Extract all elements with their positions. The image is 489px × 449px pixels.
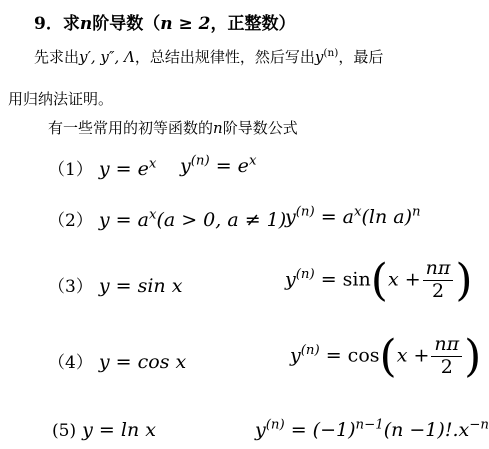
formula-3-derivative [285,254,473,306]
intro-part2: ，总结出规律性，然后写出 [134,48,315,66]
formula-function: y = sin x [98,275,183,297]
formula-label: （1） [48,160,93,180]
derivative-y: y [285,206,296,228]
formula-5 [52,419,156,441]
formula-function: y = ln x [82,419,156,441]
derivative-y: y [290,344,301,367]
paren-left: ( [370,254,388,306]
heading-text-mid: 阶导数（ [92,14,161,34]
formula-2 [48,206,286,231]
heading-condition: n ≥ 2 [160,14,211,34]
derivative-order: (n) [295,267,315,283]
derivative-tail-exponent: n [412,204,421,220]
derivative-rhs: = a [314,206,355,228]
derivative-tail: (n −1)!.x [383,419,470,441]
formula-label: （4） [48,353,93,373]
paren-left: ( [379,330,397,382]
fraction-numerator: nπ [431,334,462,357]
fraction [423,258,454,303]
derivative-y: y [180,155,191,177]
fraction-denominator: 2 [431,279,445,302]
intro-order: (n) [323,47,339,60]
formulas-intro-post: 阶导数公式 [222,119,298,137]
paren-right: ) [464,330,482,382]
paren-right: ) [455,254,473,306]
heading-text-pre: 求 [62,14,80,34]
formula-label: (5) [52,421,77,441]
derivative-rhs: = e [209,155,249,177]
formula-1 [48,155,156,180]
formula-label: （3） [48,277,93,297]
intro-derivatives: y′, y″, Λ [79,48,135,66]
formula-3 [48,272,182,297]
derivative-argument: x + [396,344,430,367]
derivative-exponent: x [248,153,257,169]
derivative-rhs: = (−1) [284,419,356,441]
fraction-denominator: 2 [440,355,453,378]
intro-line-1 [34,46,383,67]
intro-part3: ，最后 [338,48,384,66]
formula-function: y = cos x [98,351,187,373]
formula-label: （2） [48,211,93,231]
section-heading [34,9,296,34]
function-condition: (a > 0, a ≠ 1) [156,209,287,231]
formula-function: y = e [98,158,149,180]
derivative-argument: x + [387,268,421,291]
fraction-numerator: nπ [423,258,454,281]
function-exponent: x [148,207,157,223]
intro-line-2: 用归纳法证明。 [8,90,114,108]
derivative-tail: (ln a) [361,206,413,228]
derivative-exponent: x [354,204,362,220]
formula-function: y = a [98,209,149,231]
formula-1-derivative [180,155,256,177]
derivative-tail-exponent: −n [469,417,489,433]
heading-text-post: ，正整数） [210,14,296,34]
formula-2-derivative [285,206,421,228]
formulas-intro-pre: 有一些常用的初等函数的 [48,119,214,137]
formulas-intro-n: n [213,119,223,137]
derivative-exponent: n−1 [355,417,384,433]
formulas-intro [48,117,298,138]
derivative-order: (n) [300,343,320,359]
formula-5-derivative [255,419,489,441]
function-exponent: x [148,156,157,172]
derivative-y: y [285,268,296,291]
formula-4 [48,348,186,373]
derivative-rhs: = cos [319,344,380,367]
fraction [431,334,462,379]
formula-4-derivative [290,330,482,382]
derivative-order: (n) [190,153,210,169]
derivative-order: (n) [265,417,285,433]
intro-part1: 先求出 [34,48,80,66]
section-number: 9． [34,14,63,34]
heading-n: n [79,14,93,34]
intro-y: y [314,48,324,66]
derivative-y: y [255,419,266,441]
derivative-order: (n) [295,204,315,220]
derivative-rhs: = sin [314,268,371,291]
